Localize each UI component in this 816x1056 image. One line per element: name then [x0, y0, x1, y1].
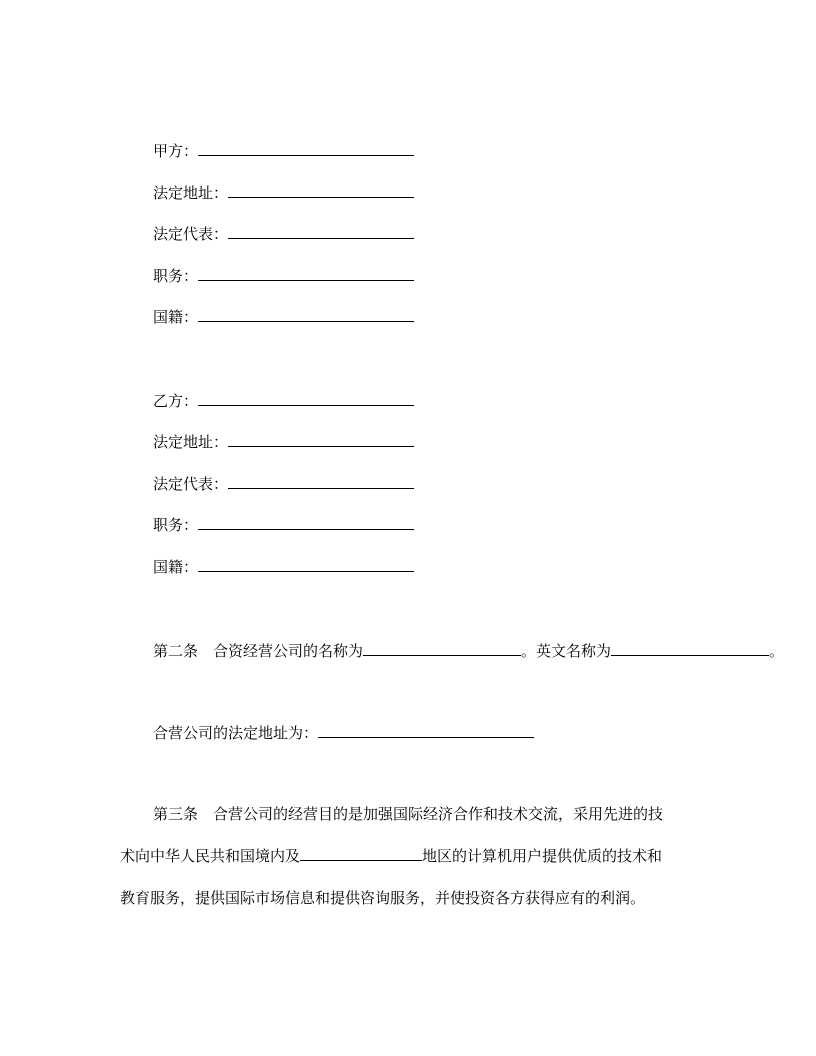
party-a-position-field[interactable] [198, 264, 414, 281]
company-address-field[interactable] [318, 721, 534, 738]
party-a-nationality-field[interactable] [198, 305, 414, 322]
party-a-representative-field[interactable] [228, 222, 414, 239]
party-a-address-field[interactable] [228, 181, 414, 198]
party-a-name-field[interactable] [198, 139, 414, 156]
party-a-name-row [153, 139, 414, 161]
company-name-field[interactable] [363, 639, 521, 656]
party-b-nationality-label: 国籍： [153, 558, 199, 576]
party-b-name-label: 乙方： [153, 392, 199, 410]
party-a-position-row [153, 264, 414, 286]
company-address-row [153, 721, 534, 743]
article-2-prefix: 第二条 合资经营公司的名称为 [153, 642, 364, 660]
article-3-line-2: 术向中华人民共和国境内及 地区的计算机用户提供优质的技术和 [120, 835, 720, 877]
party-b-nationality-row [153, 555, 414, 577]
party-a-representative-row [153, 222, 414, 244]
party-b-representative-label: 法定代表： [153, 475, 229, 493]
party-b-position-field[interactable] [198, 513, 414, 530]
article-3-paragraph [120, 793, 720, 919]
party-b-address-field[interactable] [228, 430, 414, 447]
article-2-middle: 。英文名称为 [521, 642, 612, 660]
party-b-representative-row [153, 472, 414, 494]
party-a-representative-label: 法定代表： [153, 225, 229, 243]
party-b-name-row [153, 389, 414, 411]
party-a-name-label: 甲方： [153, 142, 199, 160]
party-a-nationality-label: 国籍： [153, 308, 199, 326]
party-b-nationality-field[interactable] [198, 555, 414, 572]
party-b-address-label: 法定地址： [153, 433, 229, 451]
party-a-position-label: 职务： [153, 267, 199, 285]
party-b-position-label: 职务： [153, 516, 199, 534]
party-a-nationality-row [153, 305, 414, 327]
article-2-row [153, 639, 784, 661]
party-a-address-row [153, 181, 414, 203]
party-b-representative-field[interactable] [228, 472, 414, 489]
article-2-end: 。 [769, 642, 785, 660]
region-field[interactable] [300, 844, 422, 861]
party-a-address-label: 法定地址： [153, 184, 229, 202]
article-3-line-1: 第三条 合营公司的经营目的是加强国际经济合作和技术交流，采用先进的技 [153, 805, 664, 823]
party-b-position-row [153, 513, 414, 535]
party-b-address-row [153, 430, 414, 452]
company-address-label: 合营公司的法定地址为： [153, 724, 319, 742]
party-b-name-field[interactable] [198, 389, 414, 406]
english-name-field[interactable] [611, 639, 769, 656]
article-3-line-3: 教育服务，提供国际市场信息和提供咨询服务，并使投资各方获得应有的利润。 [120, 889, 646, 907]
